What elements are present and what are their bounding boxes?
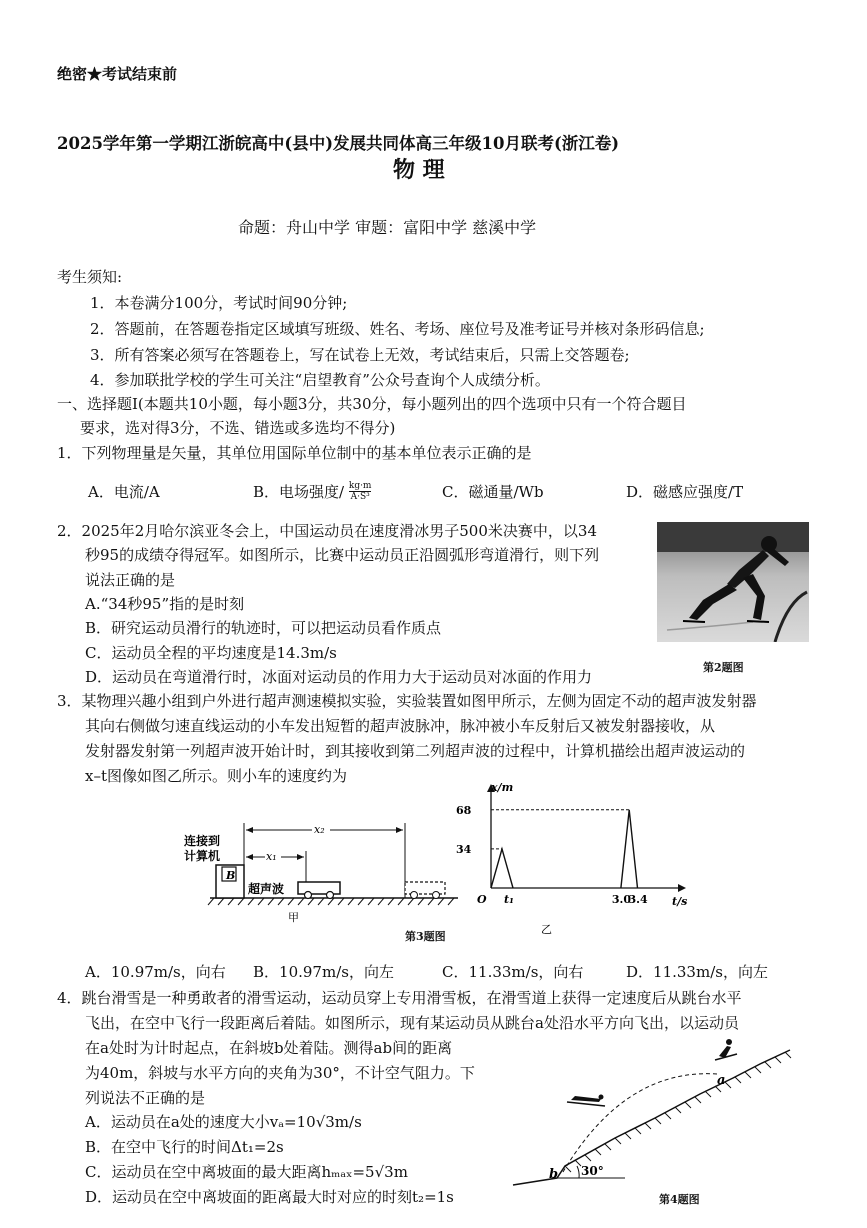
q2-option-a: A.“34秒95”指的是时刻 [85,595,245,613]
emitter-label: B [226,869,236,882]
q4-option-a: A．运动员在a处的速度大小vₐ=10√3m/s [85,1113,362,1131]
x-tick-label: 3.4 [628,893,648,906]
q3-caption: 第3题图 [405,930,446,943]
q2-option-c: C．运动员全程的平均速度是14.3m/s [85,644,337,662]
q4-option-b: B．在空中飞行的时间Δt₁=2s [85,1138,284,1156]
q1-fraction [349,481,372,502]
q2-stem-line: 秒95的成绩夺得冠军。如图所示，比赛中运动员正沿圆弧形弯道滑行，则下列 [85,546,600,564]
series-line-0 [491,849,513,888]
q3-xt-chart [450,778,700,938]
q2-caption: 第2题图 [703,661,744,674]
point-a-label: a [717,1073,726,1088]
q1-option-a: A．电流/A [88,483,160,501]
x-axis-label: t/s [672,895,688,908]
angle-arc [577,1166,579,1178]
section-heading-cont: 要求，选对得3分，不选、错选或多选均不得分) [80,419,396,437]
q4-stem-line: 4．跳台滑雪是一种勇敢者的滑雪运动，运动员穿上专用滑雪板，在滑雪道上获得一定速度后从跳台水平 [57,989,742,1007]
y-tick-label: 34 [456,842,472,856]
q3-option-d: D．11.33m/s，向左 [626,963,768,981]
connect-label-2: 计算机 [184,849,221,863]
notice-item: 1．本卷满分100分，考试时间90分钟; [90,294,348,312]
skater-photo [657,522,809,642]
connect-label-1: 连接到 [184,834,221,848]
q1-option-d: D．磁感应强度/T [626,483,744,501]
slope-hatch [565,1052,791,1172]
standing-skier-icon [715,1039,737,1060]
wave-label: 超声波 [248,882,285,896]
notice-item: 3．所有答案必须写在答题卷上，写在试卷上无效，考试结束后，只需上交答题卷; [90,346,630,364]
q4-stem-line: 列说法不正确的是 [85,1089,206,1107]
q4-option-c: C．运动员在空中离坡面的最大距离hₘₐₓ=5√3m [85,1163,408,1181]
q1-option-b [253,481,371,504]
q2-option-b: B．研究运动员滑行的轨迹时，可以把运动员看作质点 [85,619,442,637]
point-b-label: b [549,1167,559,1182]
q3-option-a: A．10.97m/s，向右 [85,963,226,981]
exam-title: 2025学年第一学期江浙皖高中(县中)发展共同体高三年级10月联考(浙江卷) [57,134,620,153]
q3-stem-line: 3．某物理兴趣小组到户外进行超声测速模拟实验，实验装置如图甲所示，左侧为固定不动的超声波发射器 [57,692,757,710]
q4-option-d: D．运动员在空中离坡面的距离最大时对应的时刻t₂=1s [85,1188,454,1206]
q3-stem-line: 发射器发射第一列超声波开始计时，到其接收到第二列超声波的过程中，计算机描绘出超声波运动的 [85,742,746,760]
series-line-1 [621,810,638,888]
q4-stem-line: 飞出，在空中飞行一段距离后着陆。如图所示，现有某运动员从跳台a处沿水平方向飞出，以运动员 [85,1014,739,1032]
notice-heading: 考生须知: [57,268,123,286]
y-tick-label: 68 [456,803,472,817]
trajectory [563,1074,717,1172]
flying-skier-icon [567,1095,605,1107]
subject-title: 物 理 [393,157,445,183]
angle-label: 30° [581,1164,604,1178]
x1-label: x₁ [266,850,277,863]
x-axis-arrow [678,884,686,892]
q1-fraction-num: kg·m [348,480,372,491]
q1-fraction-den: A·S³ [350,491,370,502]
q1-option-c: C．磁通量/Wb [442,483,544,501]
q3-figure-a [180,815,460,925]
fig-a-label: 甲 [288,911,299,924]
q4-stem-line: 在a处时为计时起点，在斜坡b处着陆。测得ab间的距离 [85,1039,453,1057]
q1-stem: 1．下列物理量是矢量，其单位用国际单位制中的基本单位表示正确的是 [57,444,532,462]
q2-stem-line: 说法正确的是 [85,571,176,589]
author-line: 命题：舟山中学 审题：富阳中学 慈溪中学 [238,218,537,237]
q4-caption: 第4题图 [659,1193,700,1206]
notice-item: 4．参加联批学校的学生可关注“启望教育”公众号查询个人成绩分析。 [90,371,550,389]
x2-label: x₂ [314,823,325,836]
q3-option-c: C．11.33m/s，向右 [442,963,584,981]
q3-stem-line: x–t图像如图乙所示。则小车的速度约为 [85,767,347,785]
q3-option-b: B．10.97m/s，向左 [253,963,394,981]
section-heading: 一、选择题Ⅰ(本题共10小题，每小题3分，共30分，每小题列出的四个选项中只有一个符合题目 [57,395,687,413]
q4-ski-figure [505,1038,800,1188]
notice-item: 2．答题前，在答题卷指定区域填写班级、姓名、考场、座位号及准考证号并核对条形码信息; [90,320,705,338]
q1-option-b-text: B．电场强度/ [253,483,345,501]
origin-label: O [477,893,487,906]
q4-stem-line: 为40m，斜坡与水平方向的夹角为30°，不计空气阻力。下 [85,1064,475,1082]
x-tick-label: 3.0 [611,893,632,906]
secret-label: 绝密★考试结束前 [57,65,178,83]
y-axis-label: x/m [491,781,514,794]
fig-b-label: 乙 [541,923,552,936]
q2-stem-line: 2．2025年2月哈尔滨亚冬会上，中国运动员在速度滑冰男子500米决赛中，以34 [57,522,597,540]
x-tick-label: t₁ [504,893,514,906]
slope-line [513,1050,790,1185]
q2-option-d: D．运动员在弯道滑行时，冰面对运动员的作用力大于运动员对冰面的作用力 [85,668,593,686]
q3-stem-line: 其向右侧做匀速直线运动的小车发出短暂的超声波脉冲，脉冲被小车反射后又被发射器接收，从 [85,717,716,735]
